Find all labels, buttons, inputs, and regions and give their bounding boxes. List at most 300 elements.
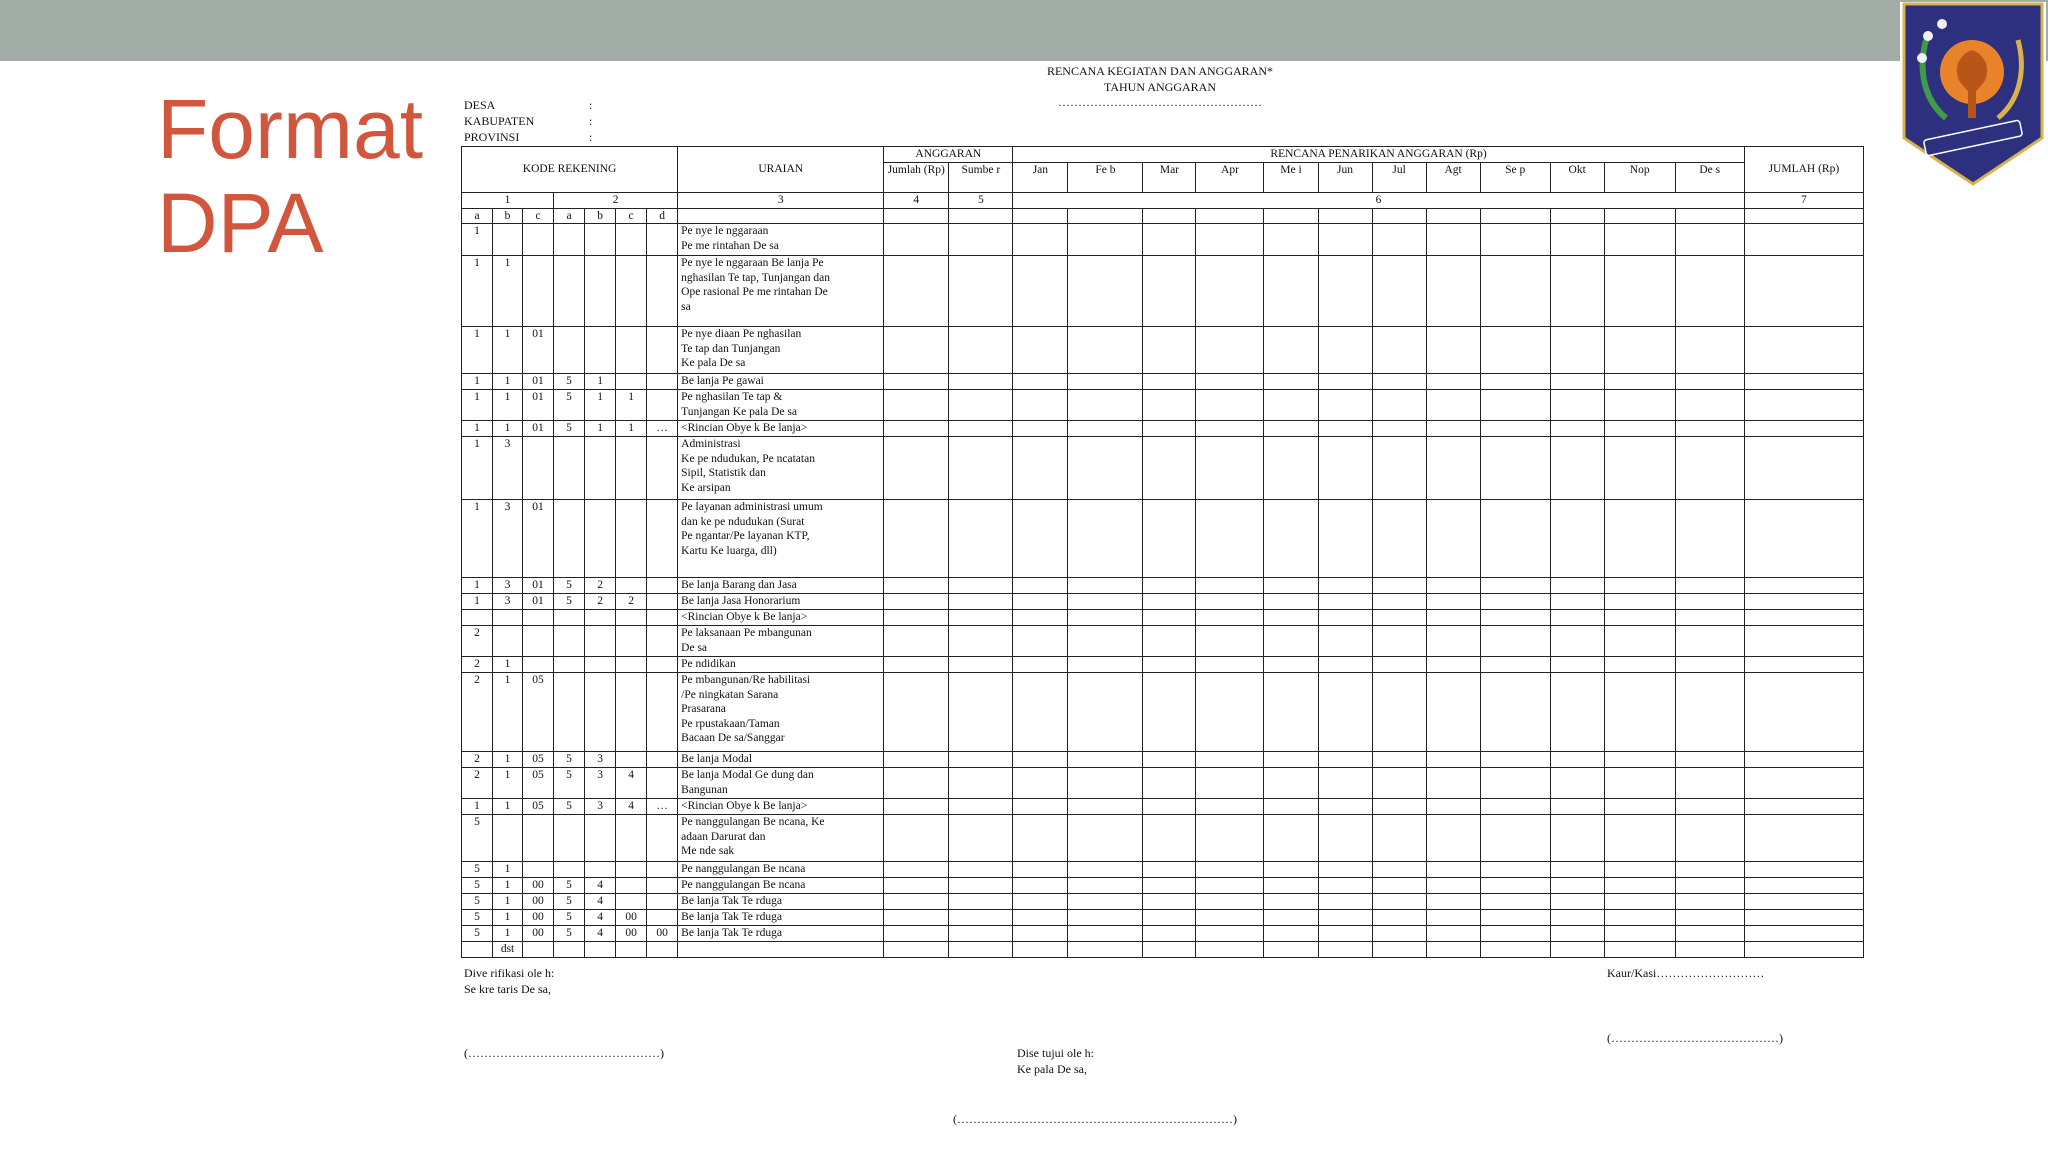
amount-cell[interactable] [1604, 673, 1675, 752]
amount-cell[interactable] [1480, 752, 1550, 768]
amount-cell[interactable] [1068, 926, 1143, 942]
amount-cell[interactable] [884, 878, 949, 894]
amount-cell[interactable] [884, 578, 949, 594]
amount-cell[interactable] [1744, 657, 1863, 673]
amount-cell[interactable] [1604, 910, 1675, 926]
amount-cell[interactable] [884, 768, 949, 799]
amount-cell[interactable] [1318, 815, 1372, 862]
amount-cell[interactable] [1744, 421, 1863, 437]
amount-cell[interactable] [1480, 862, 1550, 878]
amount-cell[interactable] [1013, 673, 1068, 752]
amount-cell[interactable] [1372, 673, 1426, 752]
amount-cell[interactable] [1426, 752, 1480, 768]
amount-cell[interactable] [1480, 594, 1550, 610]
amount-cell[interactable] [884, 594, 949, 610]
amount-cell[interactable] [949, 878, 1013, 894]
amount-cell[interactable] [1480, 374, 1550, 390]
amount-cell[interactable] [1426, 437, 1480, 500]
amount-cell[interactable] [1372, 578, 1426, 594]
amount-cell[interactable] [1013, 910, 1068, 926]
amount-cell[interactable] [884, 657, 949, 673]
amount-cell[interactable] [1604, 224, 1675, 256]
amount-cell[interactable] [949, 799, 1013, 815]
amount-cell[interactable] [1264, 926, 1318, 942]
amount-cell[interactable] [1372, 610, 1426, 626]
amount-cell[interactable] [1013, 768, 1068, 799]
amount-cell[interactable] [1550, 657, 1604, 673]
amount-cell[interactable] [1264, 610, 1318, 626]
amount-cell[interactable] [1675, 815, 1744, 862]
amount-cell[interactable] [1550, 942, 1604, 958]
amount-cell[interactable] [1604, 594, 1675, 610]
amount-cell[interactable] [884, 610, 949, 626]
amount-cell[interactable] [1372, 657, 1426, 673]
amount-cell[interactable] [1550, 878, 1604, 894]
amount-cell[interactable] [1318, 862, 1372, 878]
amount-cell[interactable] [884, 421, 949, 437]
amount-cell[interactable] [1744, 926, 1863, 942]
amount-cell[interactable] [1068, 224, 1143, 256]
amount-cell[interactable] [1675, 327, 1744, 374]
amount-cell[interactable] [1480, 224, 1550, 256]
amount-cell[interactable] [1744, 768, 1863, 799]
amount-cell[interactable] [884, 799, 949, 815]
amount-cell[interactable] [1143, 878, 1196, 894]
amount-cell[interactable] [884, 437, 949, 500]
amount-cell[interactable] [1675, 500, 1744, 578]
amount-cell[interactable] [1744, 673, 1863, 752]
amount-cell[interactable] [949, 594, 1013, 610]
amount-cell[interactable] [1196, 799, 1264, 815]
amount-cell[interactable] [1550, 500, 1604, 578]
amount-cell[interactable] [1068, 942, 1143, 958]
amount-cell[interactable] [949, 657, 1013, 673]
amount-cell[interactable] [1318, 657, 1372, 673]
amount-cell[interactable] [1604, 768, 1675, 799]
amount-cell[interactable] [884, 926, 949, 942]
amount-cell[interactable] [949, 256, 1013, 327]
amount-cell[interactable] [1196, 327, 1264, 374]
amount-cell[interactable] [1675, 768, 1744, 799]
amount-cell[interactable] [1013, 657, 1068, 673]
amount-cell[interactable] [884, 390, 949, 421]
amount-cell[interactable] [1013, 752, 1068, 768]
amount-cell[interactable] [1068, 878, 1143, 894]
amount-cell[interactable] [1744, 878, 1863, 894]
amount-cell[interactable] [1604, 894, 1675, 910]
amount-cell[interactable] [1675, 374, 1744, 390]
amount-cell[interactable] [949, 673, 1013, 752]
amount-cell[interactable] [1264, 224, 1318, 256]
amount-cell[interactable] [949, 437, 1013, 500]
amount-cell[interactable] [1604, 390, 1675, 421]
amount-cell[interactable] [949, 390, 1013, 421]
amount-cell[interactable] [884, 910, 949, 926]
amount-cell[interactable] [1068, 673, 1143, 752]
amount-cell[interactable] [1604, 578, 1675, 594]
amount-cell[interactable] [884, 862, 949, 878]
amount-cell[interactable] [1318, 224, 1372, 256]
amount-cell[interactable] [1550, 327, 1604, 374]
amount-cell[interactable] [1013, 942, 1068, 958]
amount-cell[interactable] [1550, 673, 1604, 752]
amount-cell[interactable] [1744, 390, 1863, 421]
amount-cell[interactable] [1426, 374, 1480, 390]
amount-cell[interactable] [1675, 437, 1744, 500]
amount-cell[interactable] [1068, 768, 1143, 799]
amount-cell[interactable] [1550, 768, 1604, 799]
amount-cell[interactable] [1480, 390, 1550, 421]
amount-cell[interactable] [1604, 626, 1675, 657]
amount-cell[interactable] [1480, 878, 1550, 894]
amount-cell[interactable] [1550, 894, 1604, 910]
amount-cell[interactable] [1550, 256, 1604, 327]
amount-cell[interactable] [1143, 926, 1196, 942]
amount-cell[interactable] [1196, 224, 1264, 256]
amount-cell[interactable] [1604, 610, 1675, 626]
amount-cell[interactable] [1480, 626, 1550, 657]
amount-cell[interactable] [1068, 610, 1143, 626]
amount-cell[interactable] [1264, 768, 1318, 799]
amount-cell[interactable] [1068, 578, 1143, 594]
amount-cell[interactable] [1372, 421, 1426, 437]
amount-cell[interactable] [1550, 752, 1604, 768]
amount-cell[interactable] [1372, 942, 1426, 958]
amount-cell[interactable] [1013, 878, 1068, 894]
amount-cell[interactable] [1013, 799, 1068, 815]
amount-cell[interactable] [1675, 926, 1744, 942]
amount-cell[interactable] [1426, 256, 1480, 327]
amount-cell[interactable] [1143, 610, 1196, 626]
amount-cell[interactable] [1426, 610, 1480, 626]
amount-cell[interactable] [1744, 578, 1863, 594]
amount-cell[interactable] [1426, 327, 1480, 374]
amount-cell[interactable] [1675, 610, 1744, 626]
amount-cell[interactable] [1068, 421, 1143, 437]
amount-cell[interactable] [1744, 594, 1863, 610]
amount-cell[interactable] [1013, 327, 1068, 374]
amount-cell[interactable] [1196, 752, 1264, 768]
amount-cell[interactable] [1480, 421, 1550, 437]
amount-cell[interactable] [1675, 626, 1744, 657]
amount-cell[interactable] [1318, 910, 1372, 926]
amount-cell[interactable] [1318, 942, 1372, 958]
amount-cell[interactable] [1604, 752, 1675, 768]
amount-cell[interactable] [1675, 421, 1744, 437]
amount-cell[interactable] [1480, 657, 1550, 673]
amount-cell[interactable] [1426, 926, 1480, 942]
amount-cell[interactable] [1196, 626, 1264, 657]
amount-cell[interactable] [1744, 610, 1863, 626]
amount-cell[interactable] [1196, 594, 1264, 610]
amount-cell[interactable] [1264, 815, 1318, 862]
amount-cell[interactable] [949, 894, 1013, 910]
amount-cell[interactable] [1604, 421, 1675, 437]
amount-cell[interactable] [1143, 578, 1196, 594]
amount-cell[interactable] [1013, 390, 1068, 421]
amount-cell[interactable] [884, 374, 949, 390]
amount-cell[interactable] [1143, 815, 1196, 862]
amount-cell[interactable] [1068, 390, 1143, 421]
amount-cell[interactable] [1550, 390, 1604, 421]
amount-cell[interactable] [884, 815, 949, 862]
amount-cell[interactable] [1068, 799, 1143, 815]
amount-cell[interactable] [1143, 594, 1196, 610]
amount-cell[interactable] [1143, 224, 1196, 256]
amount-cell[interactable] [1196, 421, 1264, 437]
amount-cell[interactable] [1675, 657, 1744, 673]
amount-cell[interactable] [1550, 626, 1604, 657]
amount-cell[interactable] [1068, 752, 1143, 768]
amount-cell[interactable] [1604, 327, 1675, 374]
amount-cell[interactable] [1372, 768, 1426, 799]
amount-cell[interactable] [1744, 910, 1863, 926]
amount-cell[interactable] [949, 224, 1013, 256]
amount-cell[interactable] [1143, 752, 1196, 768]
amount-cell[interactable] [1604, 799, 1675, 815]
amount-cell[interactable] [1264, 673, 1318, 752]
amount-cell[interactable] [1604, 657, 1675, 673]
amount-cell[interactable] [1143, 626, 1196, 657]
amount-cell[interactable] [1196, 862, 1264, 878]
amount-cell[interactable] [1426, 224, 1480, 256]
amount-cell[interactable] [1143, 942, 1196, 958]
amount-cell[interactable] [1744, 256, 1863, 327]
amount-cell[interactable] [1068, 894, 1143, 910]
amount-cell[interactable] [1318, 374, 1372, 390]
amount-cell[interactable] [1068, 437, 1143, 500]
amount-cell[interactable] [1196, 878, 1264, 894]
amount-cell[interactable] [1013, 594, 1068, 610]
amount-cell[interactable] [1013, 224, 1068, 256]
amount-cell[interactable] [1264, 374, 1318, 390]
amount-cell[interactable] [1318, 500, 1372, 578]
amount-cell[interactable] [1264, 256, 1318, 327]
amount-cell[interactable] [1372, 910, 1426, 926]
amount-cell[interactable] [1013, 610, 1068, 626]
amount-cell[interactable] [1744, 327, 1863, 374]
amount-cell[interactable] [1318, 610, 1372, 626]
amount-cell[interactable] [1196, 942, 1264, 958]
amount-cell[interactable] [1264, 878, 1318, 894]
amount-cell[interactable] [1675, 390, 1744, 421]
amount-cell[interactable] [1744, 752, 1863, 768]
amount-cell[interactable] [1744, 799, 1863, 815]
amount-cell[interactable] [1196, 673, 1264, 752]
amount-cell[interactable] [949, 910, 1013, 926]
amount-cell[interactable] [1604, 437, 1675, 500]
amount-cell[interactable] [1143, 894, 1196, 910]
amount-cell[interactable] [1264, 799, 1318, 815]
amount-cell[interactable] [1143, 437, 1196, 500]
amount-cell[interactable] [884, 626, 949, 657]
amount-cell[interactable] [949, 862, 1013, 878]
amount-cell[interactable] [1372, 437, 1426, 500]
amount-cell[interactable] [1013, 626, 1068, 657]
amount-cell[interactable] [1675, 578, 1744, 594]
amount-cell[interactable] [1480, 799, 1550, 815]
amount-cell[interactable] [1480, 894, 1550, 910]
amount-cell[interactable] [1318, 421, 1372, 437]
amount-cell[interactable] [1068, 815, 1143, 862]
amount-cell[interactable] [1196, 815, 1264, 862]
amount-cell[interactable] [1372, 878, 1426, 894]
amount-cell[interactable] [1480, 578, 1550, 594]
amount-cell[interactable] [1675, 878, 1744, 894]
amount-cell[interactable] [1264, 594, 1318, 610]
amount-cell[interactable] [1426, 390, 1480, 421]
amount-cell[interactable] [1143, 390, 1196, 421]
amount-cell[interactable] [1068, 594, 1143, 610]
amount-cell[interactable] [1480, 768, 1550, 799]
amount-cell[interactable] [1196, 657, 1264, 673]
amount-cell[interactable] [1318, 390, 1372, 421]
amount-cell[interactable] [949, 374, 1013, 390]
amount-cell[interactable] [1426, 594, 1480, 610]
amount-cell[interactable] [1550, 374, 1604, 390]
amount-cell[interactable] [1744, 894, 1863, 910]
amount-cell[interactable] [1480, 673, 1550, 752]
amount-cell[interactable] [1675, 224, 1744, 256]
amount-cell[interactable] [1744, 815, 1863, 862]
amount-cell[interactable] [1372, 799, 1426, 815]
amount-cell[interactable] [1550, 862, 1604, 878]
amount-cell[interactable] [1744, 862, 1863, 878]
amount-cell[interactable] [1068, 500, 1143, 578]
amount-cell[interactable] [1480, 327, 1550, 374]
amount-cell[interactable] [1264, 894, 1318, 910]
amount-cell[interactable] [1196, 500, 1264, 578]
amount-cell[interactable] [1426, 500, 1480, 578]
amount-cell[interactable] [1013, 926, 1068, 942]
amount-cell[interactable] [1480, 610, 1550, 626]
amount-cell[interactable] [1013, 894, 1068, 910]
amount-cell[interactable] [1264, 626, 1318, 657]
amount-cell[interactable] [884, 327, 949, 374]
amount-cell[interactable] [1480, 437, 1550, 500]
amount-cell[interactable] [1013, 500, 1068, 578]
amount-cell[interactable] [1675, 594, 1744, 610]
amount-cell[interactable] [1426, 910, 1480, 926]
amount-cell[interactable] [1372, 374, 1426, 390]
amount-cell[interactable] [949, 815, 1013, 862]
amount-cell[interactable] [1068, 862, 1143, 878]
amount-cell[interactable] [949, 578, 1013, 594]
amount-cell[interactable] [1068, 256, 1143, 327]
amount-cell[interactable] [1013, 437, 1068, 500]
amount-cell[interactable] [1264, 327, 1318, 374]
amount-cell[interactable] [1264, 657, 1318, 673]
amount-cell[interactable] [1013, 862, 1068, 878]
amount-cell[interactable] [1372, 256, 1426, 327]
amount-cell[interactable] [1318, 626, 1372, 657]
amount-cell[interactable] [1318, 437, 1372, 500]
amount-cell[interactable] [1744, 374, 1863, 390]
amount-cell[interactable] [949, 421, 1013, 437]
amount-cell[interactable] [1196, 894, 1264, 910]
amount-cell[interactable] [1318, 878, 1372, 894]
amount-cell[interactable] [1143, 673, 1196, 752]
amount-cell[interactable] [1550, 421, 1604, 437]
amount-cell[interactable] [1675, 256, 1744, 327]
amount-cell[interactable] [1675, 942, 1744, 958]
amount-cell[interactable] [1550, 910, 1604, 926]
amount-cell[interactable] [1480, 926, 1550, 942]
amount-cell[interactable] [1744, 500, 1863, 578]
amount-cell[interactable] [1264, 942, 1318, 958]
amount-cell[interactable] [1744, 942, 1863, 958]
amount-cell[interactable] [1143, 799, 1196, 815]
amount-cell[interactable] [1426, 673, 1480, 752]
amount-cell[interactable] [1372, 594, 1426, 610]
amount-cell[interactable] [1372, 390, 1426, 421]
amount-cell[interactable] [1264, 578, 1318, 594]
amount-cell[interactable] [949, 327, 1013, 374]
amount-cell[interactable] [1372, 752, 1426, 768]
amount-cell[interactable] [1068, 657, 1143, 673]
amount-cell[interactable] [884, 256, 949, 327]
amount-cell[interactable] [884, 752, 949, 768]
amount-cell[interactable] [1372, 862, 1426, 878]
amount-cell[interactable] [1196, 578, 1264, 594]
amount-cell[interactable] [1318, 926, 1372, 942]
amount-cell[interactable] [1264, 437, 1318, 500]
amount-cell[interactable] [1604, 862, 1675, 878]
amount-cell[interactable] [1318, 768, 1372, 799]
amount-cell[interactable] [1318, 327, 1372, 374]
amount-cell[interactable] [949, 768, 1013, 799]
amount-cell[interactable] [1604, 500, 1675, 578]
amount-cell[interactable] [1372, 926, 1426, 942]
amount-cell[interactable] [949, 500, 1013, 578]
amount-cell[interactable] [949, 626, 1013, 657]
amount-cell[interactable] [1196, 910, 1264, 926]
amount-cell[interactable] [1604, 942, 1675, 958]
amount-cell[interactable] [1675, 673, 1744, 752]
amount-cell[interactable] [1318, 594, 1372, 610]
amount-cell[interactable] [1264, 752, 1318, 768]
amount-cell[interactable] [1550, 437, 1604, 500]
amount-cell[interactable] [884, 894, 949, 910]
amount-cell[interactable] [1013, 578, 1068, 594]
amount-cell[interactable] [1426, 421, 1480, 437]
amount-cell[interactable] [1372, 327, 1426, 374]
amount-cell[interactable] [1426, 578, 1480, 594]
amount-cell[interactable] [949, 752, 1013, 768]
amount-cell[interactable] [1675, 799, 1744, 815]
amount-cell[interactable] [1480, 815, 1550, 862]
amount-cell[interactable] [1550, 610, 1604, 626]
amount-cell[interactable] [1013, 374, 1068, 390]
amount-cell[interactable] [1426, 626, 1480, 657]
amount-cell[interactable] [1143, 374, 1196, 390]
amount-cell[interactable] [1264, 862, 1318, 878]
amount-cell[interactable] [1143, 256, 1196, 327]
amount-cell[interactable] [1426, 799, 1480, 815]
amount-cell[interactable] [1143, 421, 1196, 437]
amount-cell[interactable] [1550, 594, 1604, 610]
amount-cell[interactable] [1196, 768, 1264, 799]
amount-cell[interactable] [1604, 815, 1675, 862]
amount-cell[interactable] [884, 500, 949, 578]
amount-cell[interactable] [949, 610, 1013, 626]
amount-cell[interactable] [1550, 578, 1604, 594]
amount-cell[interactable] [1196, 610, 1264, 626]
amount-cell[interactable] [1318, 673, 1372, 752]
amount-cell[interactable] [1675, 752, 1744, 768]
amount-cell[interactable] [1426, 815, 1480, 862]
amount-cell[interactable] [1372, 626, 1426, 657]
